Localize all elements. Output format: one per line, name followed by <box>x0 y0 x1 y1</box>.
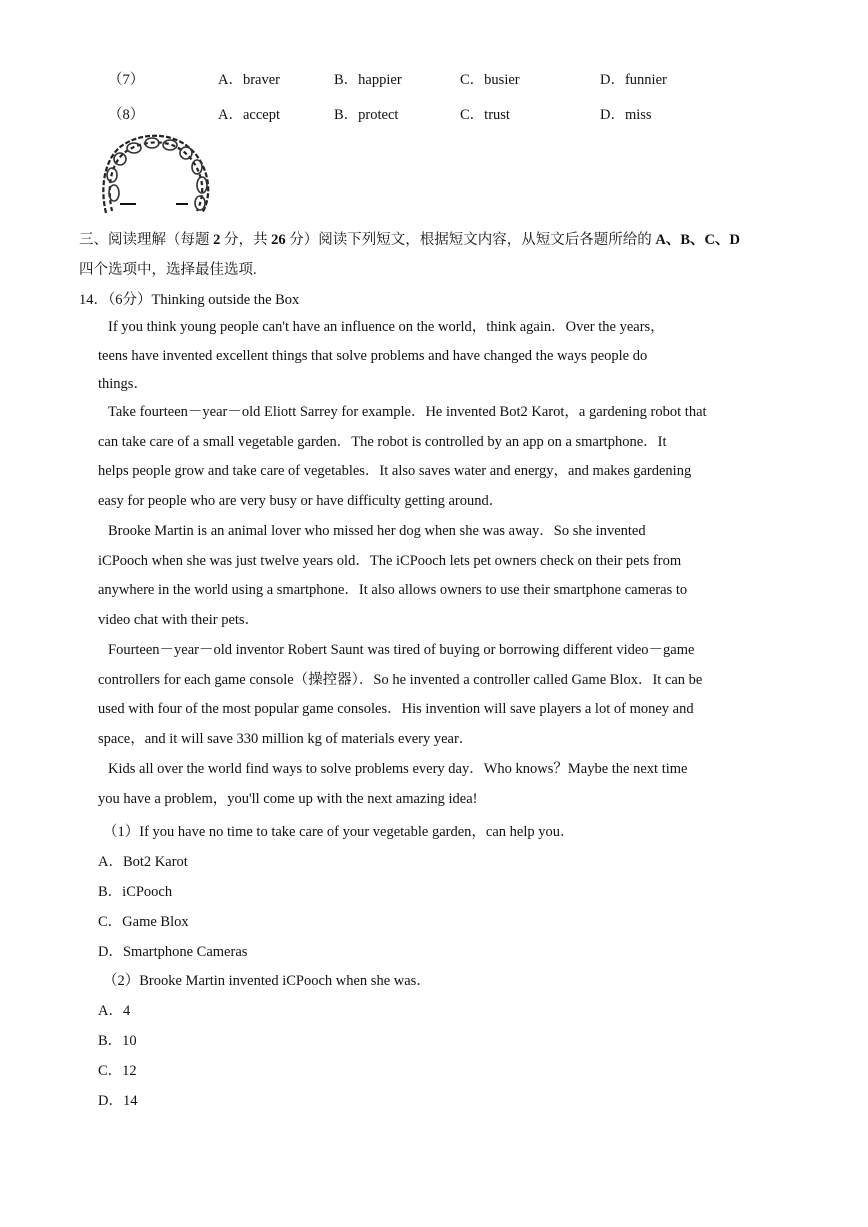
option-row-7 <box>0 68 868 92</box>
passage-line: things． <box>98 375 148 392</box>
paragraph-1 <box>98 313 758 399</box>
section-heading <box>79 228 740 249</box>
chain-image <box>98 133 212 217</box>
option-b: B．protect <box>334 107 399 123</box>
paragraph-3 <box>98 517 758 636</box>
passage-line: iCPooch when she was just twelve years old．The iCPooch lets pet owners check on their pets from <box>98 552 682 569</box>
choice-c[interactable]: C．12 <box>98 1063 137 1079</box>
passage-line: space，and it will save 330 million kg of materials every year． <box>98 731 474 748</box>
section-heading-line2: 四个选项中，选择最佳选项. <box>79 262 257 278</box>
heading-text: 分）阅读下列短文，根据短文内容，从短文后各题所给的 <box>285 232 656 248</box>
choice-b[interactable]: B．iCPooch <box>98 884 173 900</box>
paragraph-5 <box>98 755 758 814</box>
option-b: B．happier <box>334 72 402 88</box>
passage-line: teens have invented excellent things that solve problems and have changed the ways people do <box>98 347 648 364</box>
passage-line: If you think young people can't have an influence on the world，think again．Over the years， <box>108 319 665 335</box>
option-number: （7） <box>108 72 145 88</box>
score-total: 26 <box>271 232 286 248</box>
option-row-8 <box>0 103 868 127</box>
sub-question-2-stem: （2）Brooke Martin invented iCPooch when she was． <box>103 973 431 989</box>
paragraph-4 <box>98 636 758 755</box>
passage-line: helps people grow and take care of vegetables．It also saves water and energy，and makes gardening <box>98 463 692 480</box>
option-c: C．busier <box>460 72 520 88</box>
passage-line: Kids all over the world find ways to solve problems every day．Who knows？Maybe the next time <box>108 761 688 777</box>
passage-line: controllers for each game console（操控器）．So he invented a controller called Game Blox．It can be <box>98 671 703 688</box>
passage-line: used with four of the most popular game consoles．His invention will save players a lot of money and <box>98 701 694 718</box>
passage-line: video chat with their pets． <box>98 612 260 629</box>
question-title: 14．（6分）Thinking outside the Box <box>79 292 300 308</box>
passage-line: Brooke Martin is an animal lover who missed her dog when she was away．So she invented <box>108 523 646 539</box>
passage-line: anywhere in the world using a smartphone．It also allows owners to use their smartphone cameras to <box>98 582 688 599</box>
choice-c[interactable]: C．Game Blox <box>98 914 189 930</box>
heading-text: 三、阅读理解（每题 <box>79 232 214 248</box>
option-d: D．miss <box>600 107 652 123</box>
choice-a[interactable]: A．4 <box>98 1003 131 1019</box>
heading-text: 分，共 <box>220 232 272 248</box>
option-a: A．accept <box>218 107 280 123</box>
passage-line: you have a problem，you'll come up with the next amazing idea! <box>98 790 478 807</box>
option-a: A．braver <box>218 72 281 88</box>
option-c: C．trust <box>460 107 510 123</box>
choice-d[interactable]: D．Smartphone Cameras <box>98 944 248 960</box>
paragraph-2 <box>98 398 758 517</box>
score-each: 2 <box>213 232 221 248</box>
option-letters: A、B、C、D <box>655 232 740 248</box>
choice-b[interactable]: B．10 <box>98 1033 137 1049</box>
passage-line: Fourteen－year－old inventor Robert Saunt was tired of buying or borrowing different video－game <box>108 642 695 658</box>
passage-line: Take fourteen－year－old Eliott Sarrey for example．He invented Bot2 Karot，a gardening robot that <box>108 404 707 420</box>
option-number: （8） <box>108 107 145 123</box>
passage-line: easy for people who are very busy or have difficulty getting around． <box>98 493 504 510</box>
choice-a[interactable]: A．Bot2 Karot <box>98 854 188 870</box>
choice-d[interactable]: D．14 <box>98 1093 138 1109</box>
passage-line: can take care of a small vegetable garden．The robot is controlled by an app on a smartphone．It <box>98 433 667 450</box>
sub-question-1-stem: （1）If you have no time to take care of your vegetable garden，can help you． <box>103 824 575 840</box>
option-d: D．funnier <box>600 72 667 88</box>
